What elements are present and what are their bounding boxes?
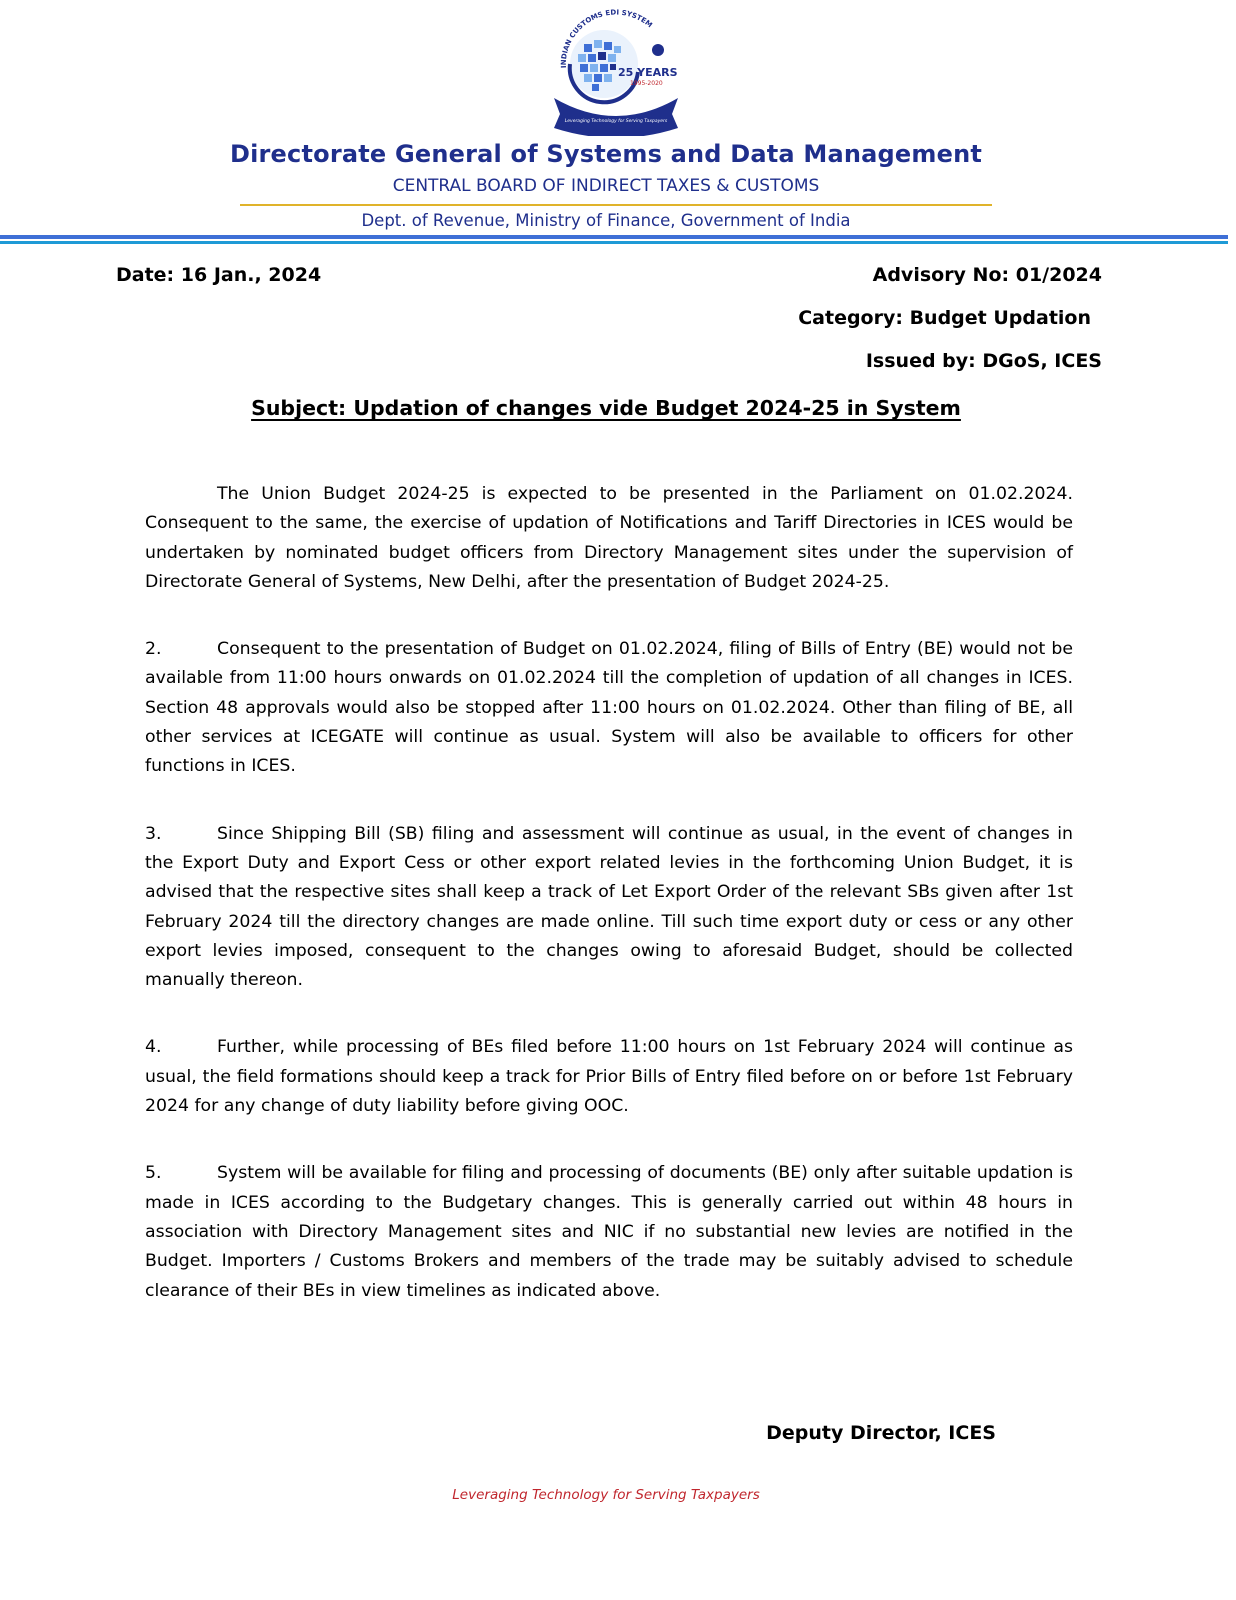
logo-arc-text: INDIAN CUSTOMS EDI SYSTEM (559, 8, 654, 69)
paragraph-text: Consequent to the presentation of Budget on 01.02.2024, filing of Bills of Entry (BE) would not be available from 11:00 hours onwards on 01.02.2024 till the completion of updation of all changes in ICES. Section 48 approvals would also be stopped after 11:00 hours on 01.02.2024. Other than filing of BE, all other services at ICEGATE will continue as usual. System will also be available to officers for other functions in ICES. (145, 639, 1073, 777)
paragraph-2 (145, 635, 1073, 781)
paragraph-text: Since Shipping Bill (SB) filing and assessment will continue as usual, in the event of changes in the Export Duty and Export Cess or other export related levies in the forthcoming Union Budget, it is advised that the respective sites shall keep a track of Let Export Order of the relevant SBs given after 1st February 2024 till the directory changes are made online. Till such time export duty or cess or any other export levies imposed, consequent to the changes owing to aforesaid Budget, should be collected manually thereon. (145, 823, 1073, 991)
advisory-category: Category: Budget Updation (798, 307, 1091, 329)
logo-years: 25 YEARS (618, 66, 678, 79)
paragraph-4 (145, 1033, 1073, 1121)
ices-25-years-logo (546, 6, 686, 136)
advisory-body (145, 480, 1073, 1344)
paragraph-text: The Union Budget 2024-25 is expected to be presented in the Parliament on 01.02.2024. Consequent to the same, the exercise of updation of Notifications and Tariff Directories in ICES would be undertaken by nominated budget officers from Directory Management sites under the supervision of Directorate General of Systems, New Delhi, after the presentation of Budget 2024-25. (145, 484, 1073, 592)
signatory: Deputy Director, ICES (766, 1422, 996, 1444)
logo-ribbon-text: Leveraging Technology for Serving Taxpayers (564, 119, 668, 124)
paragraph-number: 2. (145, 639, 162, 660)
paragraph-number: 4. (145, 1037, 162, 1058)
board-title: CENTRAL BOARD OF INDIRECT TAXES & CUSTOMS (392, 176, 820, 196)
paragraph-3 (145, 820, 1073, 996)
paragraph-number: 5. (145, 1163, 162, 1184)
paragraph-text: System will be available for filing and processing of documents (BE) only after suitable updation is made in ICES according to the Budgetary changes. This is generally carried out within 48 hours in association with Directory Management sites and NIC if no substantial new levies are notified in the Budget. Importers / Customs Brokers and members of the trade may be suitably advised to schedule clearance of their BEs in view timelines as indicated above. (145, 1163, 1073, 1301)
blue-divider (0, 235, 1228, 239)
paragraph-1 (145, 480, 1073, 597)
footer-tagline: Leveraging Technology for Serving Taxpayers (452, 1487, 760, 1503)
logo-span: 1995-2020 (630, 80, 663, 87)
blue-divider-secondary (0, 241, 1228, 244)
advisory-number: Advisory No: 01/2024 (872, 264, 1102, 286)
gold-divider (240, 204, 992, 206)
paragraph-number: 3. (145, 823, 162, 844)
paragraph-text: Further, while processing of BEs filed before 11:00 hours on 1st February 2024 will continue as usual, the field formations should keep a track for Prior Bills of Entry filed before on or before 1st February 2024 for any change of duty liability before giving OOC. (145, 1037, 1073, 1117)
paragraph-5 (145, 1159, 1073, 1305)
department-line: Dept. of Revenue, Ministry of Finance, Government of India (361, 211, 851, 230)
organization-title: Directorate General of Systems and Data Management (229, 140, 983, 168)
advisory-date: Date: 16 Jan., 2024 (116, 264, 322, 286)
advisory-issuer: Issued by: DGoS, ICES (865, 350, 1102, 372)
ices-emblem-icon (546, 6, 686, 136)
subject-line: Subject: Updation of changes vide Budget 2024-25 in System (251, 396, 961, 420)
